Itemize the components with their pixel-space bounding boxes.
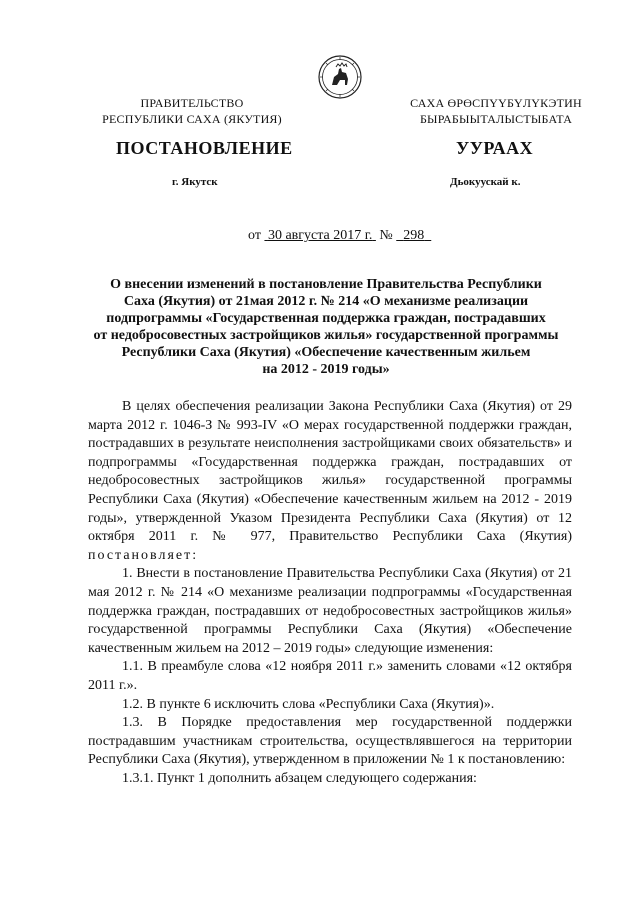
city-ru: г. Якутск — [172, 176, 218, 188]
document-number: 298 — [403, 228, 425, 243]
paragraph-1-2: 1.2. В пункте 6 исключить слова «Республики Саха (Якутия)». — [122, 696, 495, 712]
city-sakha: Дьокуускай к. — [450, 176, 521, 188]
title-line: Саха (Якутия) от 21мая 2012 г. № 214 «О механизме реализации — [123, 294, 529, 309]
date-prefix: от — [248, 228, 261, 243]
paragraph-1-3-1: 1.3.1. Пункт 1 дополнить абзацем следующего содержания: — [122, 770, 477, 786]
paragraph-1-3: 1.3. В Порядке предоставления мер государственной поддержки пострадавшим участникам строительства, осуществлявшегося на территории Республики Саха (Якутия), утвержденном в приложении № 1 к постановлению: — [88, 715, 572, 768]
paragraph-1: 1. Внести в постановление Правительства Республики Саха (Якутия) от 21 мая 2012 г. № 214 «О механизме реализации подпрограммы «Государственная поддержка граждан, пострадавших от недобросовестных застройщиков жилья» государственной программы Республики Саха (Якутия) «Обеспечение качественным жильем на 2012 – 2019 годы» следующие изменения: — [88, 566, 572, 656]
preamble-paragraph: В целях обеспечения реализации Закона Республики Саха (Якутия) от 29 марта 2012 г. 1046-З № 993-IV «О мерах государственной поддержки граждан, пострадавших в результате неисполнения застройщиками своих обязательств» и подпрограммы «Государственная поддержка граждан, пострадавших от недобросовестных застройщиков жилья» государственной программы Республики Саха (Якутия) «Обеспечение качественным жильем на 2012 - 2019 годы», утвержденной Указом Президента Республики Саха (Якутия) от 12 октября 2011 г. № 977, Правительство Республики Саха (Якутия) постановляет: — [88, 399, 572, 563]
document-date: 30 августа 2017 г. — [267, 228, 373, 243]
title-line: подпрограммы «Государственная поддержка граждан, пострадавших — [106, 311, 546, 326]
doc-type-ru: ПОСТАНОВЛЕНИЕ — [116, 138, 293, 158]
title-line: Республики Саха (Якутия) «Обеспечение качественным жильем — [121, 345, 531, 360]
title-line: от недобросовестных застройщиков жилья» государственной программы — [93, 328, 559, 343]
number-label: № — [379, 228, 393, 243]
doc-type-sakha: УУРААХ — [456, 138, 534, 158]
document-title — [80, 276, 572, 378]
document-body — [88, 398, 572, 788]
paragraph-1-1: 1.1. В преамбуле слова «12 ноября 2011 г.» заменить словами «12 октября 2011 г.». — [88, 659, 572, 693]
title-line: на 2012 - 2019 годы» — [262, 362, 390, 377]
title-line: О внесении изменений в постановление Правительства Республики — [110, 277, 542, 292]
date-number-line — [248, 228, 431, 244]
coat-of-arms-icon — [318, 55, 362, 99]
government-name-ru: ПРАВИТЕЛЬСТВО РЕСПУБЛИКИ САХА (ЯКУТИЯ) — [102, 96, 282, 126]
government-name-sakha: САХА ӨРӨСПҮҮБҮЛҮКЭТИН БЫРАБЫЫТАЛЫСТЫБАТА — [410, 96, 582, 126]
